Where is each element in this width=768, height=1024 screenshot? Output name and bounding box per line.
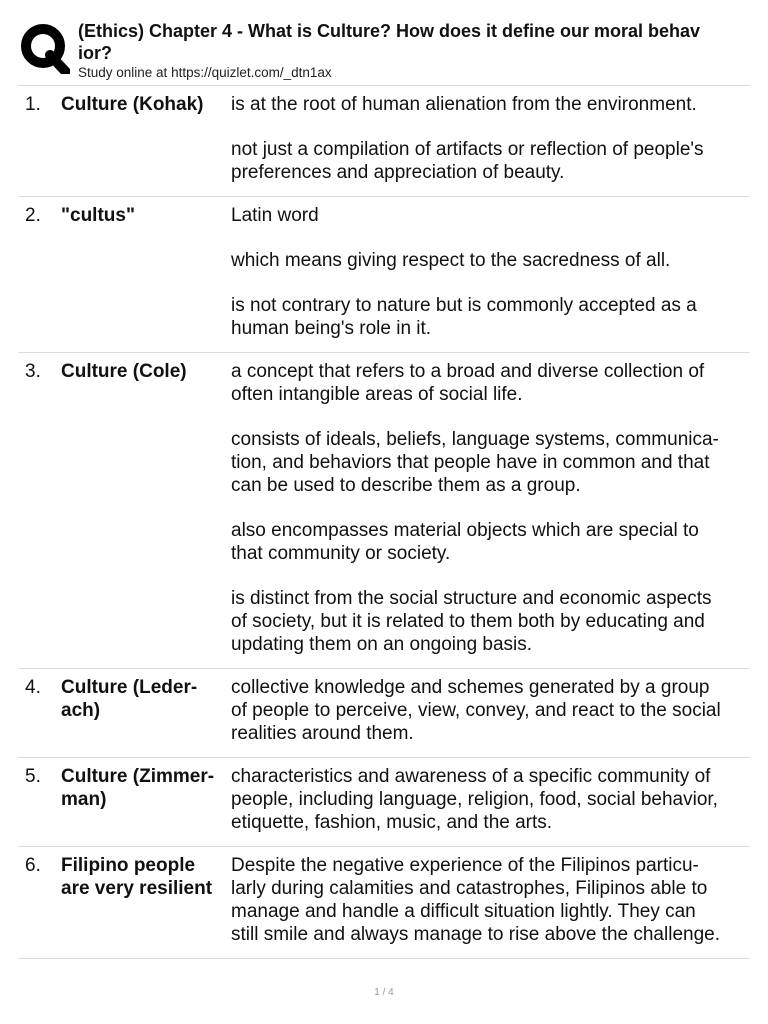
definition-line: Despite the negative experience of the Filipinos particu- bbox=[231, 855, 699, 876]
definition-paragraph bbox=[231, 765, 751, 834]
term-line: are very resilient bbox=[61, 878, 213, 899]
definition bbox=[231, 93, 751, 184]
term-line: man) bbox=[61, 789, 107, 810]
definition-line: characteristics and awareness of a specific community of bbox=[231, 766, 711, 787]
definition-line: preferences and appreciation of beauty. bbox=[231, 162, 565, 183]
definition-line: manage and handle a difficult situation lightly. They can bbox=[231, 901, 696, 922]
definition-line: collective knowledge and schemes generated by a group bbox=[231, 677, 710, 698]
definition-line: of people to perceive, view, convey, and react to the social bbox=[231, 700, 721, 721]
definition-line: people, including language, religion, food, social behavior, bbox=[231, 789, 718, 810]
term-line: Culture (Cole) bbox=[61, 361, 187, 382]
row-number: 2. bbox=[25, 205, 41, 226]
definition-line: updating them on an ongoing basis. bbox=[231, 634, 533, 655]
definition-line: consists of ideals, beliefs, language systems, communica- bbox=[231, 429, 719, 450]
definition-paragraph bbox=[231, 138, 751, 184]
definition bbox=[231, 360, 751, 656]
definition-paragraph bbox=[231, 360, 751, 406]
table-row bbox=[18, 353, 750, 669]
row-number: 4. bbox=[25, 677, 41, 698]
definition-line: larly during calamities and catastrophes, Filipinos able to bbox=[231, 878, 708, 899]
definition-line: Latin word bbox=[231, 205, 319, 226]
quizlet-logo-icon bbox=[20, 22, 70, 74]
row-number: 5. bbox=[25, 766, 41, 787]
table-row bbox=[18, 847, 750, 959]
definition-line: human being's role in it. bbox=[231, 318, 432, 339]
definition-paragraph bbox=[231, 587, 751, 656]
definition bbox=[231, 204, 751, 340]
row-number: 3. bbox=[25, 361, 41, 382]
definition-line: realities around them. bbox=[231, 723, 414, 744]
term-line: Filipino people bbox=[61, 855, 196, 876]
definition bbox=[231, 676, 751, 745]
table-row bbox=[18, 197, 750, 353]
term bbox=[61, 360, 231, 383]
term bbox=[61, 93, 231, 116]
definition-paragraph bbox=[231, 249, 751, 272]
definition-paragraph bbox=[231, 204, 751, 227]
table-row bbox=[18, 669, 750, 758]
definition-line: which means giving respect to the sacredness of all. bbox=[231, 250, 671, 271]
definition-line: can be used to describe them as a group. bbox=[231, 475, 581, 496]
definition-paragraph bbox=[231, 428, 751, 497]
row-number: 6. bbox=[25, 855, 41, 876]
definition-line: of society, but it is related to them both by educating and bbox=[231, 611, 705, 632]
term-line: Culture (Zimmer- bbox=[61, 766, 215, 787]
definition bbox=[231, 765, 751, 834]
definition-paragraph bbox=[231, 854, 751, 946]
definition-paragraph bbox=[231, 93, 751, 116]
table-row bbox=[18, 86, 750, 197]
definition-line: still smile and always manage to rise above the challenge. bbox=[231, 924, 720, 945]
table-row bbox=[18, 758, 750, 847]
definition-paragraph bbox=[231, 294, 751, 340]
definition-line: is at the root of human alienation from the environment. bbox=[231, 94, 697, 115]
term bbox=[61, 204, 231, 227]
term bbox=[61, 854, 231, 900]
page-title: (Ethics) Chapter 4 - What is Culture? How does it define our moral behav ior? bbox=[78, 21, 701, 63]
row-number: 1. bbox=[25, 94, 41, 115]
definition-line: also encompasses material objects which are special to bbox=[231, 520, 699, 541]
term-line: Culture (Leder- bbox=[61, 677, 198, 698]
definition-line: often intangible areas of social life. bbox=[231, 384, 523, 405]
definition bbox=[231, 854, 751, 946]
page-header bbox=[0, 0, 768, 86]
flashcard-table bbox=[0, 86, 768, 959]
definition-line: not just a compilation of artifacts or reflection of people's bbox=[231, 139, 704, 160]
term-line: Culture (Kohak) bbox=[61, 94, 204, 115]
definition-paragraph bbox=[231, 676, 751, 745]
term-line: "cultus" bbox=[61, 205, 135, 226]
definition-line: a concept that refers to a broad and diverse collection of bbox=[231, 361, 705, 382]
definition-line: tion, and behaviors that people have in common and that bbox=[231, 452, 710, 473]
definition-paragraph bbox=[231, 519, 751, 565]
term-line: ach) bbox=[61, 700, 101, 721]
definition-line: is distinct from the social structure and economic aspects bbox=[231, 588, 712, 609]
definition-line: that community or society. bbox=[231, 543, 451, 564]
definition-line: is not contrary to nature but is commonly accepted as a bbox=[231, 295, 697, 316]
term bbox=[61, 765, 231, 811]
page-indicator: 1 / 4 bbox=[374, 987, 394, 998]
definition-line: etiquette, fashion, music, and the arts. bbox=[231, 812, 553, 833]
term bbox=[61, 676, 231, 722]
study-online-link[interactable]: Study online at https://quizlet.com/_dtn1ax bbox=[78, 65, 332, 80]
